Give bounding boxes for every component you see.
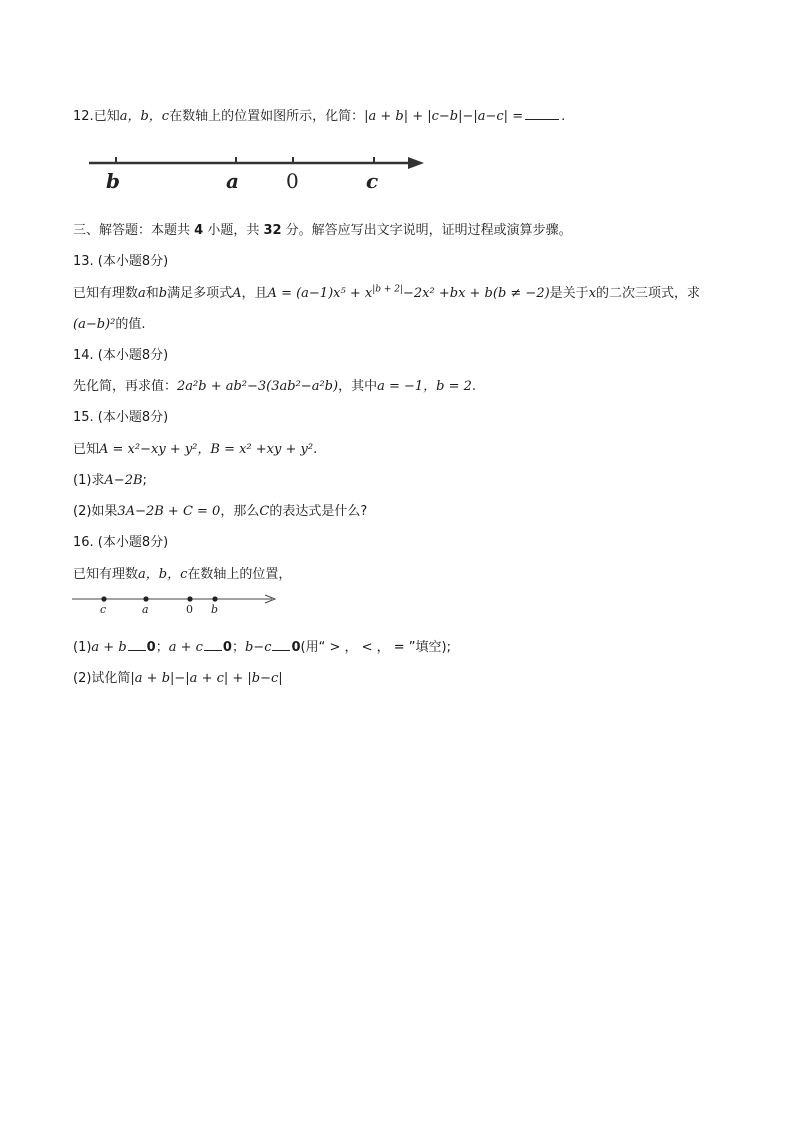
q16-text-a: 已知有理数 <box>73 567 139 582</box>
q16-sep-1: ； <box>155 640 169 655</box>
label-a: a <box>226 169 239 193</box>
q15-p1-expr: A−2B <box>104 473 143 488</box>
q15-header: 15. (本小题8分) <box>73 410 169 425</box>
q16-p1-expr1: a + b <box>91 640 127 655</box>
q16-p2-expr: |a + b|−|a + c| + |b−c| <box>130 671 283 686</box>
q16-blank-2[interactable] <box>204 640 222 651</box>
q15-p2-text-b: ，那么 <box>220 504 260 519</box>
q15-p2-text-a: (2)如果 <box>73 504 118 519</box>
label-0: 0 <box>286 169 299 193</box>
q14-end: . <box>471 379 477 394</box>
q13-text-h: 是关于 <box>549 286 589 301</box>
q16-header: 16. (本小题8分) <box>73 535 169 550</box>
q16-zero-2: 0 <box>222 640 232 655</box>
q12-text-b: 在数轴上的位置如图所示，化简： <box>169 109 365 124</box>
section3-count: 4 <box>194 223 204 238</box>
q16-sep-2: ； <box>231 640 245 655</box>
q16-zero-3: 0 <box>291 640 301 655</box>
q16-p2-text: (2)试化简 <box>73 671 131 686</box>
point-0 <box>187 596 192 601</box>
q13-exponent: |b + 2| <box>372 284 404 295</box>
q15-p2-expr: 3A−2B + C = 0 <box>117 504 221 519</box>
q13-header: 13. (本小题8分) <box>73 254 169 269</box>
q16-text-b: 在数轴上的位置， <box>187 567 292 582</box>
label-0: 0 <box>186 603 193 616</box>
q12-line <box>73 105 565 124</box>
q14-text-a: 先化简，再求值： <box>73 379 178 394</box>
q13-text-c: 和 <box>145 286 159 301</box>
q16-p1-expr2: a + c <box>168 640 203 655</box>
q14-values: a = −1，b = 2 <box>377 379 472 394</box>
q15-expr: A = x²−xy + y²，B = x² +xy + y² <box>99 442 314 457</box>
label-b: b <box>106 169 120 193</box>
q13-var-a: a <box>138 286 146 301</box>
q12-vars: a，b，c <box>119 109 170 124</box>
q14-line1 <box>73 375 476 394</box>
section3-title <box>73 219 572 238</box>
q12-expr: |a + b| + |c−b|−|a−c| = <box>364 109 524 124</box>
q12-end: . <box>561 109 566 124</box>
point-a <box>143 596 148 601</box>
q14-header: 14. (本小题8分) <box>73 348 169 363</box>
q13-expr: A = (a−1)x⁵ + x <box>267 286 373 301</box>
q14-expr: 2a²b + ab²−3(3ab²−a²b) <box>177 379 339 394</box>
q16-part2 <box>73 667 283 686</box>
label-b: b <box>211 603 219 616</box>
q12-number: 12. <box>73 109 94 124</box>
q15-part2 <box>73 500 367 519</box>
q16-zero-1: 0 <box>146 640 156 655</box>
q13-line1 <box>73 282 700 301</box>
q13-text-a: 已知有理数 <box>73 286 139 301</box>
q13-expr-result: (a−b)² <box>73 317 116 332</box>
q12-answer-blank[interactable] <box>525 109 559 120</box>
q16-p1-tail: (用“ > ， < ， = ”填空); <box>300 640 451 655</box>
q15-p2-text-d: 的表达式是什么? <box>269 504 368 519</box>
q15-line1 <box>73 438 317 457</box>
q15-text-a: 已知 <box>73 442 100 457</box>
q16-vars: a，b，c <box>138 567 188 582</box>
q13-text-e: 满足多项式 <box>167 286 233 301</box>
q15-p1-text: (1)求 <box>73 473 105 488</box>
q16-line1 <box>73 563 291 582</box>
section3-points: 32 <box>263 223 282 238</box>
number-line-q16 <box>70 590 282 618</box>
label-c: c <box>366 169 379 193</box>
q16-p1-expr3: b−c <box>244 640 272 655</box>
q14-text-b: ，其中 <box>338 379 378 394</box>
q15-p2-var-C: C <box>259 504 270 519</box>
label-a: a <box>142 603 149 616</box>
q15-end: . <box>313 442 318 457</box>
q13-tail: 的值. <box>115 317 146 332</box>
number-line-q12 <box>86 148 431 194</box>
q16-part1 <box>73 636 451 655</box>
q13-line2 <box>73 313 145 332</box>
q15-p1-end: ; <box>142 473 147 488</box>
q13-var-x: x <box>588 286 597 301</box>
q16-blank-3[interactable] <box>272 640 290 651</box>
axis-arrow <box>408 157 424 169</box>
q13-expr2: −2x² +bx + b(b ≠ −2) <box>403 286 550 301</box>
q13-var-b: b <box>158 286 168 301</box>
section3-title-b: 小题，共 <box>203 223 264 238</box>
point-b <box>212 596 217 601</box>
section3-title-a: 三、解答题：本题共 <box>73 223 195 238</box>
point-c <box>101 596 106 601</box>
q13-var-A: A <box>232 286 242 301</box>
section3-title-c: 分。解答应写出文字说明，证明过程或演算步骤。 <box>281 223 572 238</box>
q16-p1-num: (1) <box>73 640 92 655</box>
q13-text-g: ，且 <box>241 286 268 301</box>
q12-text-a: 已知 <box>93 109 120 124</box>
label-c: c <box>100 603 107 616</box>
q16-blank-1[interactable] <box>128 640 146 651</box>
q13-text-j: 的二次三项式，求 <box>596 286 701 301</box>
q15-part1 <box>73 469 147 488</box>
